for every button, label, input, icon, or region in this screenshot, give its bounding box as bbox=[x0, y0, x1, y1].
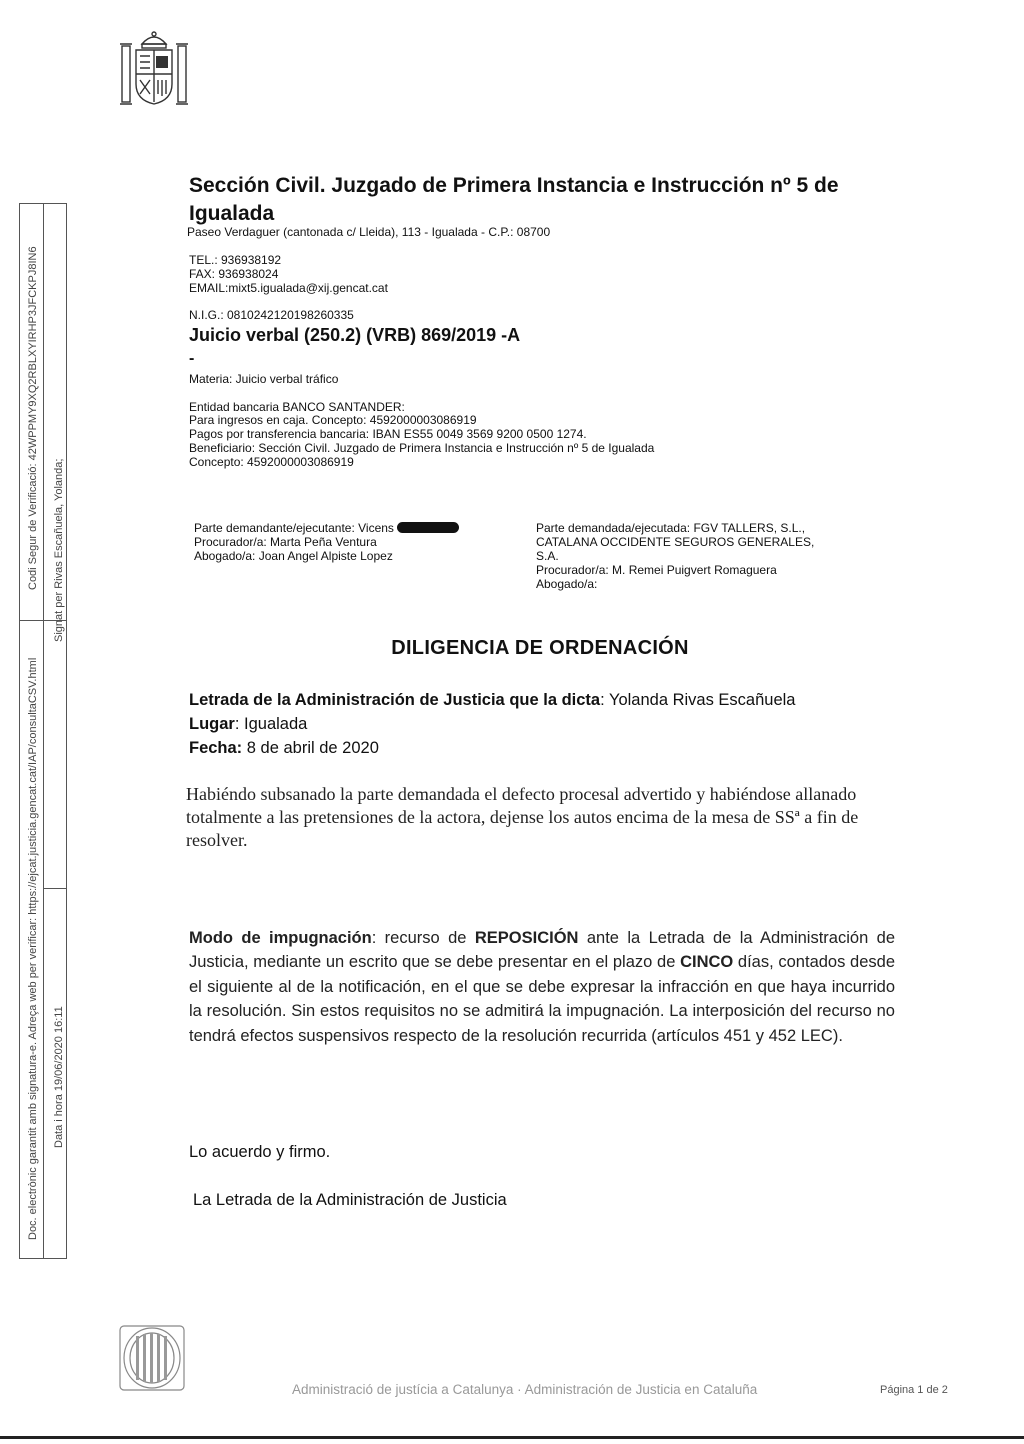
coat-of-arms-icon bbox=[116, 28, 192, 108]
bottom-rule bbox=[0, 1436, 1024, 1439]
lugar-line bbox=[189, 712, 795, 736]
defendant-line-3: S.A. bbox=[536, 549, 559, 563]
plaintiff-label: Parte demandante/ejecutante: Vicens bbox=[194, 521, 514, 535]
defendant-block bbox=[536, 521, 866, 591]
appeal-paragraph bbox=[189, 926, 895, 1048]
appeal-label: Modo de impugnación bbox=[189, 929, 372, 947]
case-dash: - bbox=[189, 350, 195, 367]
plaintiff-procurador: Procurador/a: Marta Peña Ventura bbox=[194, 535, 377, 549]
court-fax: FAX: 936938024 bbox=[189, 267, 279, 281]
case-subject: Materia: Juicio verbal tráfico bbox=[189, 372, 339, 386]
bank-beneficiary: Beneficiario: Sección Civil. Juzgado de Primera Instancia e Instrucción nº 5 de Igualada bbox=[189, 441, 655, 455]
appeal-text-3: días, contados desde el siguiente al de la notificación, en el que se debe expresar la infracción en que haya incurrido la resolución. Sin estos requisitos no se admitirá la impugnación. La interposición del recurso no tendrá efectos suspensivos respecto de la resolución recurrida (artículos 451 y 452 LEC). bbox=[189, 953, 895, 1045]
court-telephone: TEL.: 936938192 bbox=[189, 253, 282, 267]
letrada-line bbox=[189, 688, 795, 712]
document-meta bbox=[189, 688, 795, 760]
appeal-cinco: CINCO bbox=[680, 953, 734, 972]
court-email: EMAIL:mixt5.igualada@xij.gencat.cat bbox=[189, 281, 388, 295]
lugar-value: : Igualada bbox=[234, 715, 308, 733]
lugar-label: Lugar bbox=[189, 715, 235, 733]
redaction-mark bbox=[397, 522, 459, 533]
appeal-text-2: ante la Letrada de la Administración de Justicia, mediante un escrito que se debe presentar en el plazo de bbox=[189, 929, 896, 972]
fecha-label: Fecha: bbox=[189, 739, 243, 757]
page-number: Página 1 de 2 bbox=[880, 1384, 948, 1396]
plaintiff-block bbox=[194, 521, 514, 563]
signature-line: La Letrada de la Administración de Justicia bbox=[193, 1191, 507, 1209]
plaintiff-abogado: Abogado/a: Joan Angel Alpiste Lopez bbox=[194, 549, 393, 563]
verification-url[interactable]: Doc. electrònic garantit amb signatura-e. Adreça web per verificar: https://ejcat.justicia.gencat.cat/IAP/consultaCSV.html bbox=[27, 657, 39, 1240]
defendant-label: Parte demandada/ejecutada: FGV TALLERS, S.L., bbox=[536, 521, 806, 535]
fecha-value: 8 de abril de 2020 bbox=[242, 739, 379, 757]
court-address: Paseo Verdaguer (cantonada c/ Lleida), 113 - Igualada - C.P.: 08700 bbox=[187, 225, 551, 239]
defendant-abogado: Abogado/a: bbox=[536, 577, 598, 591]
bank-transfer: Pagos por transferencia bancaria: IBAN ES55 0049 3569 9200 0500 1274. bbox=[189, 427, 587, 441]
letrada-value: : Yolanda Rivas Escañuela bbox=[600, 691, 796, 709]
defendant-line-2: CATALANA OCCIDENTE SEGUROS GENERALES, bbox=[536, 535, 815, 549]
catalonia-seal-icon bbox=[116, 1322, 188, 1394]
sidebar-divider-2 bbox=[43, 888, 67, 889]
document-title: DILIGENCIA DE ORDENACIÓN bbox=[391, 637, 689, 659]
closing-line: Lo acuerdo y firmo. bbox=[189, 1143, 331, 1161]
nig-number: N.I.G.: 0810242120198260335 bbox=[189, 308, 354, 322]
appeal-text-1: : recurso de bbox=[371, 929, 475, 947]
order-body: Habiéndo subsanado la parte demandada el defecto procesal advertido y habiéndose allanado totalmente a las pretensiones de la actora, dejense los autos encima de la mesa de SSª a fin de resolver. bbox=[186, 784, 859, 850]
verification-code: Codi Segur de Verificació: 42WPPMY9XQ2RBLXYIRHP3JFCKPJ8IN6 bbox=[27, 246, 39, 590]
bank-cash-deposit: Para ingresos en caja. Concepto: 4592000003086919 bbox=[189, 413, 477, 427]
bank-concept: Concepto: 4592000003086919 bbox=[189, 455, 354, 469]
sidebar-divider-vertical bbox=[43, 203, 44, 1259]
footer-institution: Administració de justícia a Catalunya · Administración de Justicia en Cataluña bbox=[292, 1382, 758, 1397]
letrada-label: Letrada de la Administración de Justicia que la dicta bbox=[189, 691, 601, 709]
defendant-procurador: Procurador/a: M. Remei Puigvert Romaguera bbox=[536, 563, 777, 577]
bank-entity: Entidad bancaria BANCO SANTANDER: bbox=[189, 400, 405, 414]
fecha-line bbox=[189, 736, 795, 760]
signed-by: Signat per Rivas Escañuela, Yolanda; bbox=[53, 458, 65, 642]
case-number: Juicio verbal (250.2) (VRB) 869/2019 -A bbox=[189, 325, 521, 345]
court-title: Sección Civil. Juzgado de Primera Instancia e Instrucción nº 5 de Igualada bbox=[189, 174, 839, 225]
appeal-reposicion: REPOSICIÓN bbox=[474, 929, 579, 947]
signature-datetime: Data i hora 19/06/2020 16:11 bbox=[53, 1006, 65, 1148]
